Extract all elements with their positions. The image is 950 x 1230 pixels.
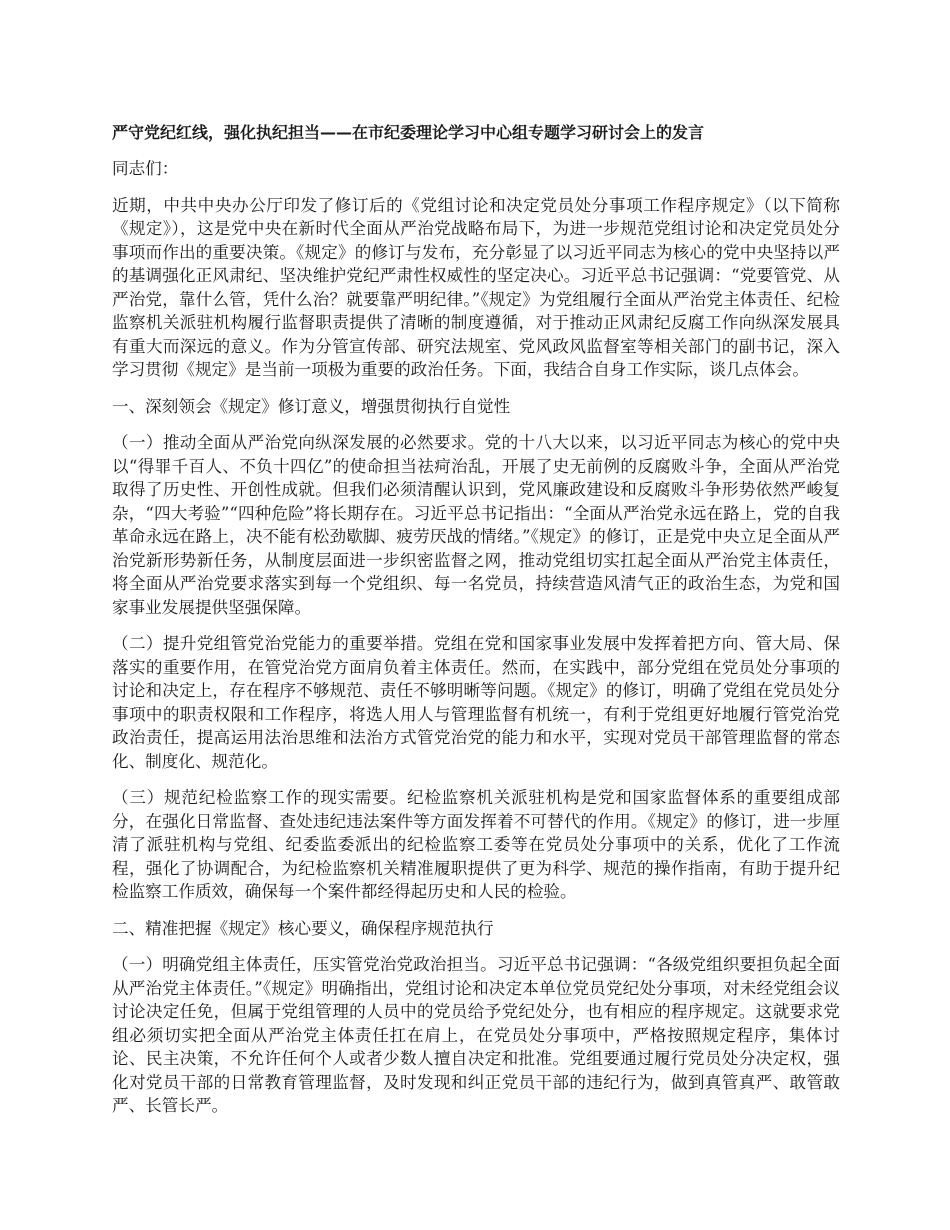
section-1-paragraph-2: （二）提升党组管党治党能力的重要举措。党组在党和国家事业发展中发挥着把方向、管大局、保落实的重要作用，在管党治党方面肩负着主体责任。然而，在实践中，部分党组在党员处分事项的讨论和决定上，存在程序不够规范、责任不够明晰等问题。《规定》的修订，明确了党组在党员处分事项中的职责权限和工作程序，将选人用人与管理监督有机统一，有利于党组更好地履行管党治党政治责任，提高运用法治思维和法治方式管党治党的能力和水平，实现对党员干部管理监督的常态化、制度化、规范化。: [112, 634, 840, 771]
section-1-paragraph-1: （一）推动全面从严治党向纵深发展的必然要求。党的十八大以来，以习近平同志为核心的党中央以“得罪千百人、不负十四亿”的使命担当祛疴治乱，开展了史无前例的反腐败斗争，全面从严治党取得了历史性、开创性成就。但我们必须清醒认识到，党风廉政建设和反腐败斗争形势依然严峻复杂，“四大考验”“四种危险”将长期存在。习近平总书记指出：“全面从严治党永远在路上，党的自我革命永远在路上，决不能有松劲歇脚、疲劳厌战的情绪。”《规定》的修订，正是党中央立足全面从严治党新形势新任务，从制度层面进一步织密监督之网，推动党组切实扛起全面从严治党主体责任，将全面从严治党要求落实到每一个党组织、每一名党员，持续营造风清气正的政治生态，为党和国家事业发展提供坚强保障。: [112, 433, 840, 617]
intro-paragraph: 近期，中共中央办公厅印发了修订后的《党组讨论和决定党员处分事项工作程序规定》（以下简称《规定》），这是党中央在新时代全面从严治党战略布局下，为进一步规范党组讨论和决定党员处分事项而作出的重要决策。《规定》的修订与发布，充分彰显了以习近平同志为核心的党中央坚持以严的基调强化正风肃纪、坚决维护党纪严肃性权威性的坚定决心。习近平总书记强调：“党要管党、从严治党，靠什么管，凭什么治？就要靠严明纪律。”《规定》为党组履行全面从严治党主体责任、纪检监察机关派驻机构履行监督职责提供了清晰的制度遵循，对于推动正风肃纪反腐工作向纵深发展具有重大而深远的意义。作为分管宣传部、研究法规室、党风政风监督室等相关部门的副书记，深入学习贯彻《规定》是当前一项极为重要的政治任务。下面，我结合自身工作实际，谈几点体会。: [112, 195, 840, 379]
document-page: [112, 122, 840, 1131]
section-1-paragraph-3: （三）规范纪检监察工作的现实需要。纪检监察机关派驻机构是党和国家监督体系的重要组成部分，在强化日常监督、查处违纪违法案件等方面发挥着不可替代的作用。《规定》的修订，进一步厘清了派驻机构与党组、纪委监委派出的纪检监察工委等在党员处分事项中的关系，优化了工作流程，强化了协调配合，为纪检监察机关精准履职提供了更为科学、规范的操作指南，有助于提升纪检监察工作质效，确保每一个案件都经得起历史和人民的检验。: [112, 788, 840, 901]
salutation: 同志们：: [112, 159, 179, 178]
document-title: 严守党纪红线，强化执纪担当——在市纪委理论学习中心组专题学习研讨会上的发言: [112, 123, 705, 142]
section-2-paragraph-1: （一）明确党组主体责任，压实管党治党政治担当。习近平总书记强调：“各级党组织要担负起全面从严治党主体责任。”《规定》明确指出，党组讨论和决定本单位党员党纪处分事项，对未经党组会议讨论决定任免，但属于党组管理的人员中的党员给予党纪处分，也有相应的程序规定。这就要求党组必须切实把全面从严治党主体责任扛在肩上，在党员处分事项中，严格按照规定程序，集体讨论、民主决策，不允许任何个人或者少数人擅自决定和批准。党组要通过履行党员处分决定权，强化对党员干部的日常教育管理监督，及时发现和纠正党员干部的违纪行为，做到真管真严、敢管敢严、长管长严。: [112, 955, 840, 1115]
section-heading-1: 一、深刻领会《规定》修订意义，增强贯彻执行自觉性: [112, 396, 511, 416]
section-heading-2: 二、精准把握《规定》核心要义，确保程序规范执行: [112, 918, 494, 938]
